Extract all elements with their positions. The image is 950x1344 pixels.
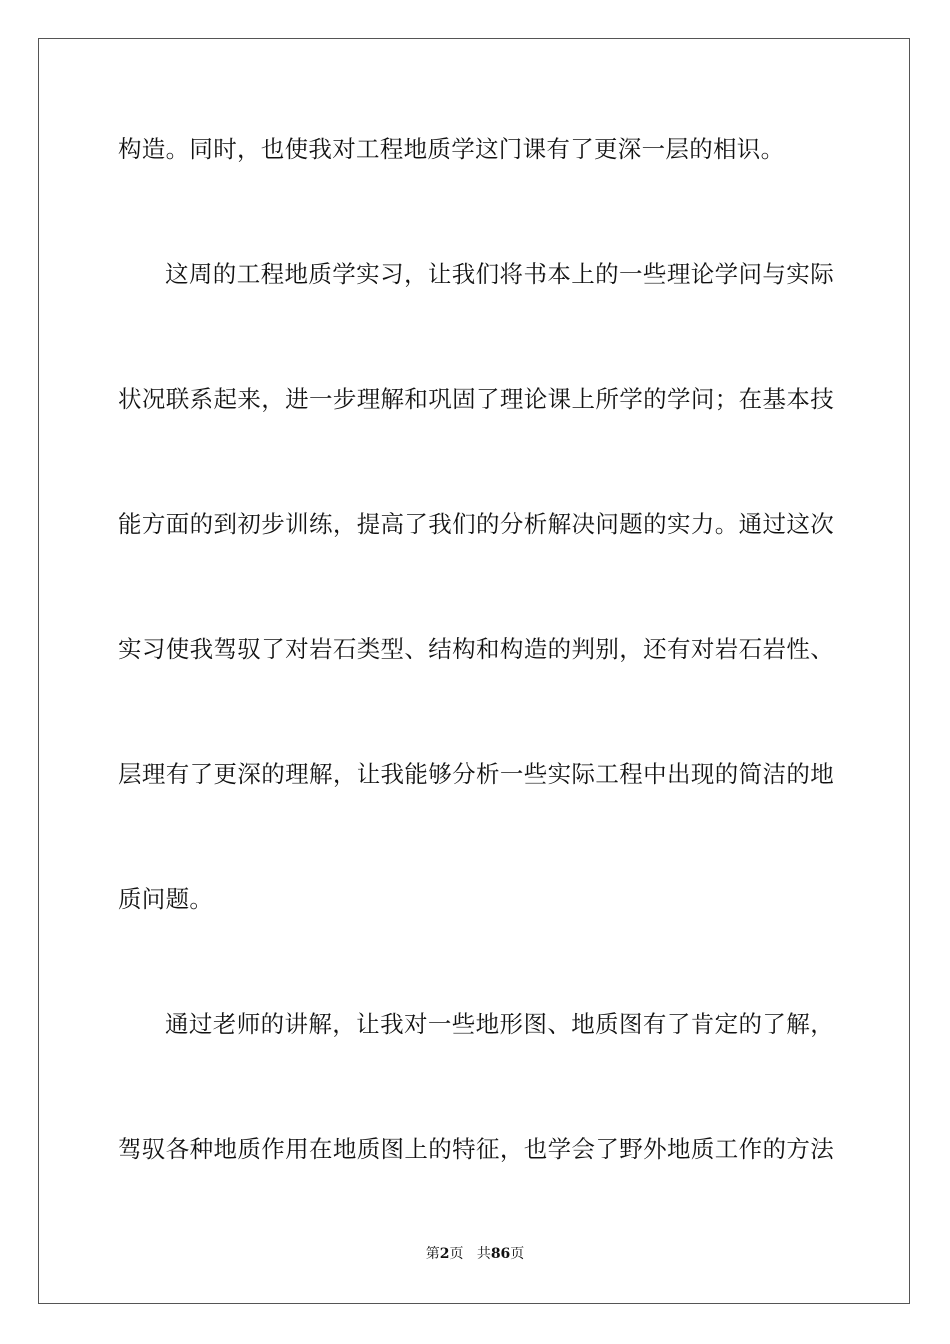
paragraph-line-7: 质问题。 (118, 885, 214, 913)
footer-page-prefix: 第 (425, 1246, 440, 1262)
paragraph-line-5: 实习使我驾驭了对岩石类型、结构和构造的判别，还有对岩石岩性、 (118, 635, 834, 663)
footer-total-prefix: 共 (476, 1246, 491, 1262)
paragraph-line-3: 状况联系起来，进一步理解和巩固了理论课上所学的学问；在基本技 (118, 385, 834, 413)
paragraph-line-4: 能方面的到初步训练，提高了我们的分析解决问题的实力。通过这次 (118, 510, 834, 538)
paragraph-line-6: 层理有了更深的理解，让我能够分析一些实际工程中出现的简洁的地 (118, 760, 834, 788)
footer-page-number: 2 (439, 1246, 450, 1262)
page-footer (0, 1245, 950, 1263)
paragraph-line-2: 这周的工程地质学实习，让我们将书本上的一些理论学问与实际 (165, 260, 834, 288)
footer-total-pages: 86 (490, 1246, 511, 1262)
page-border (38, 38, 910, 1304)
footer-total-suffix: 页 (510, 1246, 525, 1262)
paragraph-line-9: 驾驭各种地质作用在地质图上的特征，也学会了野外地质工作的方法 (118, 1135, 834, 1163)
footer-page-suffix: 页 (449, 1246, 464, 1262)
paragraph-line-1: 构造。同时，也使我对工程地质学这门课有了更深一层的相识。 (118, 135, 785, 163)
paragraph-line-8: 通过老师的讲解，让我对一些地形图、地质图有了肯定的了解， (165, 1010, 834, 1038)
